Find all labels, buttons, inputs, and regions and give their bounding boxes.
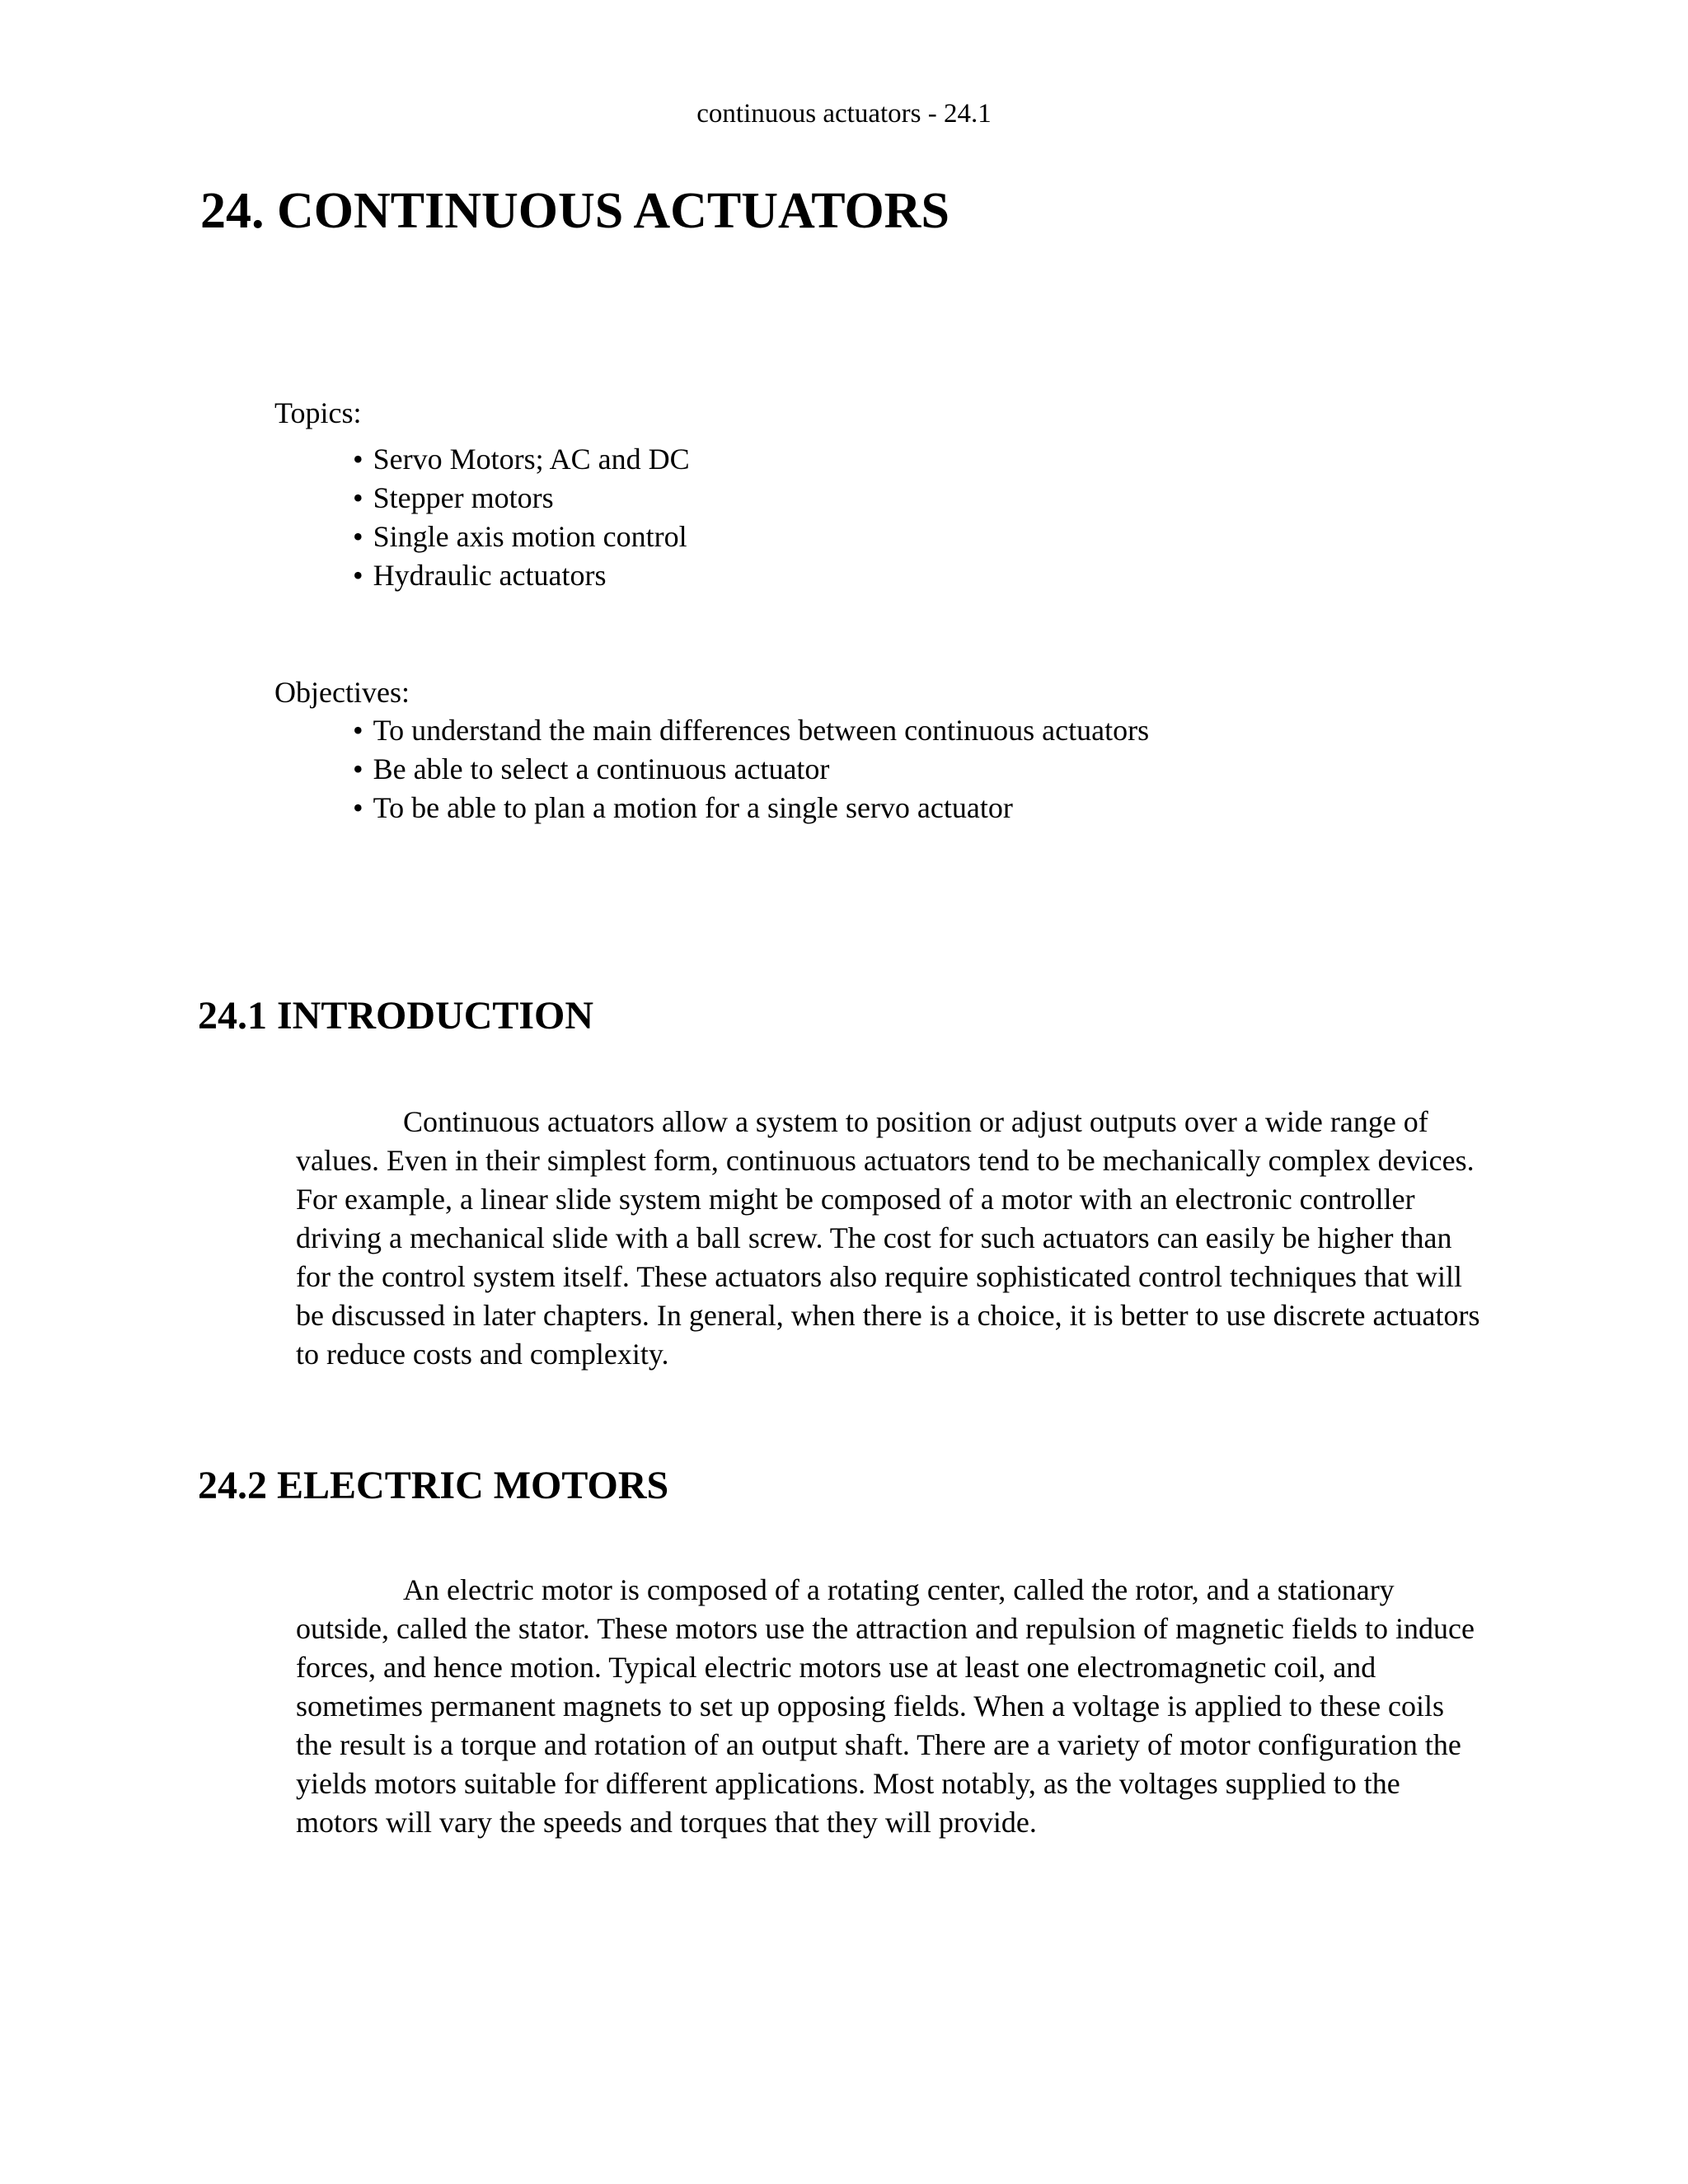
objectives-list	[353, 711, 1149, 827]
bullet-icon: •	[353, 559, 363, 592]
section-heading-introduction: 24.1 INTRODUCTION	[198, 994, 594, 1038]
list-item-text: Single axis motion control	[373, 520, 687, 553]
electric-motors-paragraph: An electric motor is composed of a rotating center, called the rotor, and a stationary outside, called the stator. These motors use the attraction and repulsion of magnetic fields to induce forces, and hence motion. Typical electric motors use at least one electromagnetic coil, and sometimes permanent magnets to set up opposing fields. When a voltage is applied to these coils the result is a torque and rotation of an output shaft. There are a variety of motor configuration the yields motors suitable for different applications. Most notably, as the voltages supplied to the motors will vary the speeds and torques that they will provide.	[296, 1573, 1475, 1839]
topics-label: Topics:	[274, 396, 362, 429]
topics-list	[353, 440, 690, 595]
list-item	[353, 750, 1149, 789]
chapter-title: 24. CONTINUOUS ACTUATORS	[200, 183, 950, 239]
running-header: continuous actuators - 24.1	[696, 99, 992, 129]
bullet-icon: •	[353, 443, 363, 476]
list-item	[353, 479, 690, 518]
list-item	[353, 440, 690, 479]
introduction-paragraph: Continuous actuators allow a system to position or adjust outputs over a wide range of values. Even in their simplest form, continuous actuators tend to be mechanically complex devices. For example, a linear slide system might be composed of a motor with an electronic controller driving a mechanical slide with a ball screw. The cost for such actuators can easily be higher than for the control system itself. These actuators also require sophisticated control techniques that will be discussed in later chapters. In general, when there is a choice, it is better to use discrete actuators to reduce costs and complexity.	[296, 1105, 1480, 1371]
bullet-icon: •	[353, 714, 363, 747]
list-item-text: Hydraulic actuators	[373, 559, 607, 592]
bullet-icon: •	[353, 481, 363, 514]
bullet-icon: •	[353, 752, 363, 785]
list-item	[353, 789, 1149, 827]
section-heading-electric-motors: 24.2 ELECTRIC MOTORS	[198, 1464, 669, 1507]
list-item-text: Stepper motors	[373, 481, 554, 514]
list-item	[353, 556, 690, 595]
bullet-icon: •	[353, 520, 363, 553]
list-item	[353, 518, 690, 556]
list-item-text: To be able to plan a motion for a single servo actuator	[373, 791, 1013, 824]
list-item-text: To understand the main differences between continuous actuators	[373, 714, 1150, 747]
objectives-label: Objectives:	[274, 676, 410, 709]
list-item	[353, 711, 1149, 750]
bullet-icon: •	[353, 791, 363, 824]
list-item-text: Servo Motors; AC and DC	[373, 443, 690, 476]
list-item-text: Be able to select a continuous actuator	[373, 752, 830, 785]
